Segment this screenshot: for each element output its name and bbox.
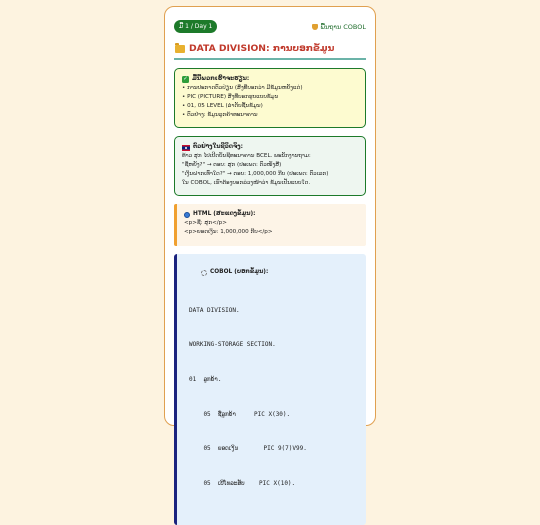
learning-objectives-box — [174, 68, 366, 128]
code-line: 05 ຍອດເງິນ PIC 9(7)V99. — [189, 445, 307, 453]
objective-item: • ຕົວຢ່າງ: ຂໍ້ມູນລູກຄ້າທະນາຄານ — [182, 112, 258, 119]
page-title-text: DATA DIVISION: ການບອກຂໍ້ມູນ — [189, 43, 335, 54]
example-heading-text: ຕົວຢ່າງໃນຊີວິດຈິງ: — [193, 144, 243, 151]
cobol-heading-text: COBOL (ບອກຂໍ້ມູນ): — [210, 269, 269, 276]
html-line: <p>ຊື່: ສຸກ</p> — [184, 220, 227, 227]
objective-item: • PIC (PICTURE) ສິ່ງທີ່ບອກຮູບແບບຂໍ້ມູນ — [182, 94, 279, 101]
basics-text: ພື້ນຖານ COBOL — [320, 22, 366, 31]
objective-item: • ການປະກາດຕົວປ່ຽນ (ສິ່ງທີ່ບອກວ່າ ມີຂໍ້ມູນຫຍັງແດ່) — [182, 85, 303, 92]
html-heading-text: HTML (ສະແດງຂໍ້ມູນ): — [193, 211, 256, 218]
check-icon: ✓ — [183, 76, 188, 83]
code-line: DATA DIVISION. — [189, 306, 240, 314]
example-heading — [182, 143, 358, 152]
cobol-code-block — [189, 283, 356, 510]
card-header — [165, 7, 375, 33]
real-life-example-box — [174, 136, 366, 196]
folder-icon — [175, 45, 185, 53]
example-line: "ເງິນຝາກເທົ່າໃດ?" → ຕອບ: 1,000,000 ກີບ (ປະເພດ: ຕົວເລກ) — [182, 171, 329, 178]
html-heading — [184, 210, 359, 219]
code-line: 01 ລູກຄ້າ. — [189, 376, 222, 383]
example-line: ໃນ COBOL, ເຮົາຕ້ອງບອກລ່ວງໜ້າວ່າ ຂໍ້ມູນເປັນແບບໃດ. — [182, 180, 311, 187]
objectives-heading-text: ມື້ນີ້ພວກເຮົາຈະຮຽນ: — [192, 76, 250, 82]
example-line: ທ້າວ ສຸກ ໄປເປີດບັນຊີທະນາຄານ BCEL. ພະນັກງານຖາມ: — [182, 153, 311, 160]
gear-icon — [201, 270, 207, 276]
code-line: 05 ຊື່ລູກຄ້າ PIC X(30). — [189, 410, 291, 418]
objectives-heading — [182, 75, 358, 84]
objective-item: • 01, 05 LEVEL (ລຳດັບຊັ້ນຂໍ້ມູນ) — [182, 103, 263, 110]
example-line: "ຊື່ຫຍັງ?" → ຕອບ: ສຸກ (ປະເພດ: ຕົວໜັງສື) — [182, 162, 282, 169]
day-badge: ມື້ 1 / Day 1 — [174, 20, 217, 33]
cobol-example-box — [174, 254, 366, 525]
laos-flag-icon — [182, 145, 190, 151]
lesson-card — [164, 6, 376, 488]
cobol-heading — [201, 268, 356, 277]
html-example-box — [174, 204, 366, 246]
code-line: WORKING-STORAGE SECTION. — [189, 341, 276, 349]
page-title — [174, 33, 366, 60]
html-line: <p>ຍອດເງິນ: 1,000,000 ກີບ</p> — [184, 229, 273, 236]
money-bag-icon — [312, 24, 318, 30]
globe-icon — [184, 212, 190, 218]
code-line: 05 ເບີໂທລະສັບ PIC X(10). — [189, 480, 296, 488]
basics-label — [312, 23, 366, 31]
